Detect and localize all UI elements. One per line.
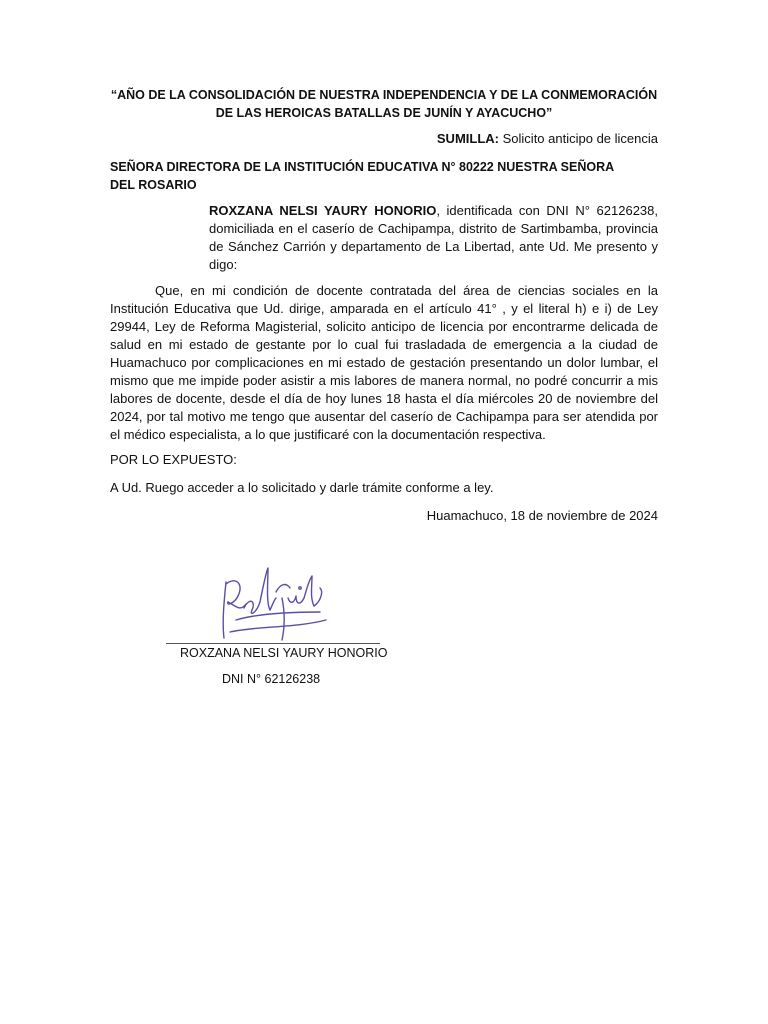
date-place: Huamachuco, 18 de noviembre de 2024 [426, 508, 658, 523]
request-line: A Ud. Ruego acceder a lo solicitado y darle trámite conforme a ley. [110, 480, 494, 495]
year-heading: “AÑO DE LA CONSOLIDACIÓN DE NUESTRA INDEPENDENCIA Y DE LA CONMEMORACIÓN DE LAS HEROICAS BATALLAS DE JUNÍN Y AYACUCHO” [110, 88, 658, 120]
body-paragraph: Que, en mi condición de docente contratada del área de ciencias sociales en la Institución Educativa que Ud. dirige, amparada en el artículo 41° , y el literal h) e i) de Ley 29944, Ley de Reforma Magisterial, solicito anticipo de licencia por encontrarme delicada de salud en mi estado de gestante por lo cual fui trasladada de emergencia a la ciudad de Huamachuco por complicaciones en mi estado de gestación presentando un dolor lumbar, el mismo que me impide poder asistir a mis labores de manera normal, no podré concurrir a mis labores de docente, desde el día de hoy lunes 18 hasta el día miércoles 20 de noviembre del 2024, por tal motivo me tengo que ausentar del caserío de Cachipampa para ser atendida por el médico especialista, a lo que justificaré con la documentación respectiva. [110, 283, 658, 442]
applicant-name: ROXZANA NELSI YAURY HONORIO [209, 203, 437, 218]
handwritten-signature [216, 562, 336, 646]
sumilla-text: Solicito anticipo de licencia [502, 131, 658, 146]
sumilla [437, 130, 658, 148]
intro-text: , identificada con DNI N° 62126238, domiciliada en el caserío de Cachipampa, distrito de Sartimbamba, provincia de Sánchez Carrión y departamento de La Libertad, ante Ud. Me presento y digo: [209, 203, 659, 272]
intro-paragraph [209, 202, 658, 274]
por-lo-expuesto: POR LO EXPUESTO: [110, 452, 237, 467]
sumilla-label: SUMILLA: [436, 131, 499, 146]
signatory-dni: DNI N° 62126238 [222, 672, 321, 686]
addressee: SEÑORA DIRECTORA DE LA INSTITUCIÓN EDUCATIVA N° 80222 NUESTRA SEÑORA DEL ROSARIO [110, 160, 614, 192]
signatory-name: ROXZANA NELSI YAURY HONORIO [180, 646, 388, 660]
